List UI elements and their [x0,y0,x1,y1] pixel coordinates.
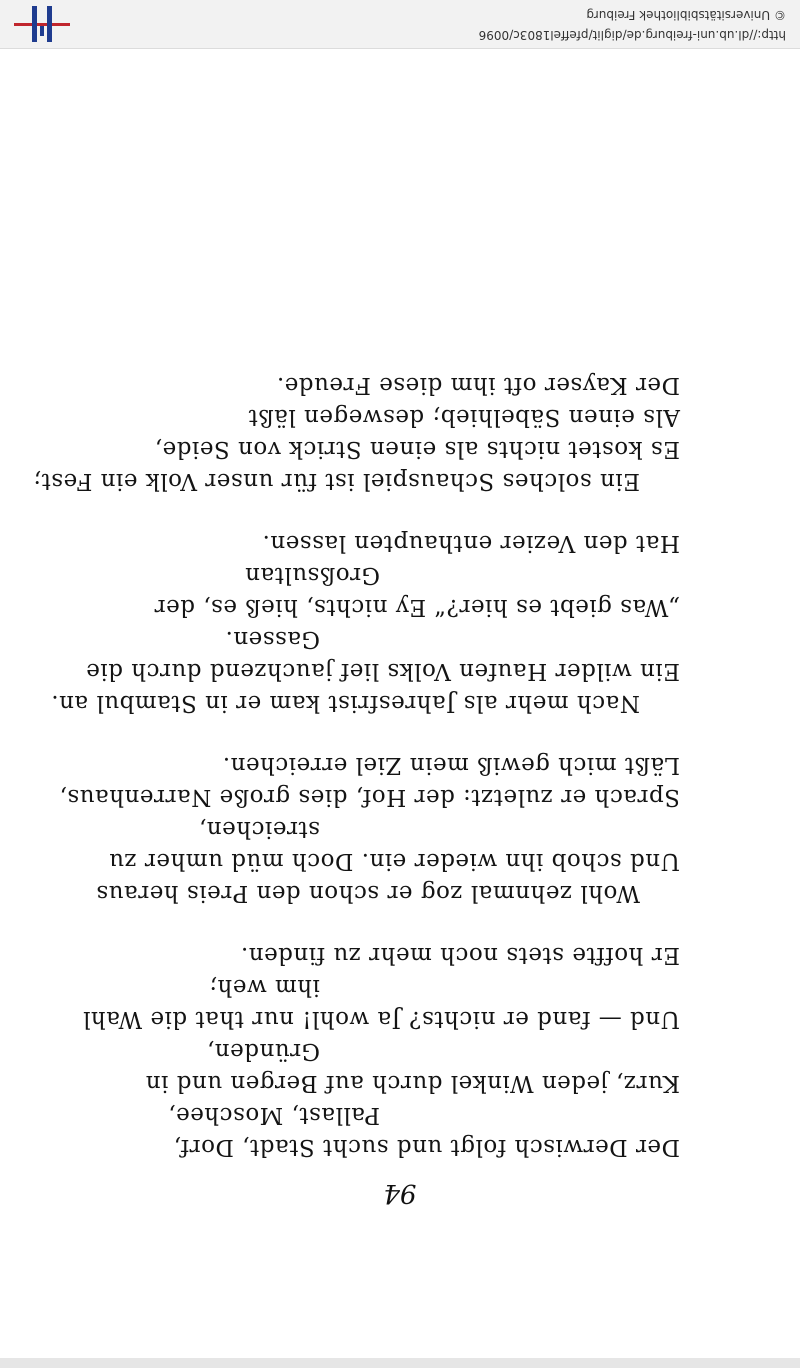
source-url[interactable]: http://dl.ub.uni-freiburg.de/diglit/pfeffel1803c/0096 [478,28,786,42]
poem-line: „Was giebt es hier?“ Ey nichts, hieß es, der [154,594,680,620]
poem-line: Ein solches Schauspiel ist für unser Volk ein Fest; [32,468,640,494]
poem-text [32,339,680,1163]
poem-line: Ein wilder Haufen Volks lief jauchzend durch die [85,658,680,684]
poem-line: Großsultan [244,562,380,588]
poem-line: Gassen. [225,626,320,652]
poem-line: streichen, [198,816,320,842]
poem-line: Nach mehr als Jahresfrist kam er in Stambul an. [50,690,640,716]
copyright-notice: © Universitätsbibliothek Freiburg [586,8,786,22]
poem-line: Sprach er zuletzt: der Hof, dies große Narrenhaus, [59,784,680,810]
poem-line: Es kostet nichts als einen Strick von Seide, [154,436,680,462]
poem-line: Kurz, jeden Winkel durch auf Bergen und in [145,1070,680,1096]
stanza-4 [32,369,680,497]
stanza-2 [59,749,680,909]
poem-line: Er hoffte stets noch mehr zu finden. [240,942,680,968]
poem-line: Als einen Säbelhieb; deswegen läßt [248,404,680,430]
poem-line: Pallast, Moschee, [167,1102,380,1128]
poem-line: Gründen, [206,1038,320,1064]
viewer-bottom-bar [0,1358,800,1368]
poem-line: Hat den Vezier enthaupten lassen. [262,530,680,556]
poem-line: Und — fand er nichts? Ja wohl! nur that die Wahl [82,1006,680,1032]
stanza-1 [82,939,680,1163]
library-logo-icon [14,6,70,42]
poem-line: Wohl zehnmal zog er schon den Preis heraus [95,880,640,906]
poem-line: ihm weh; [208,974,320,1000]
viewer-info-bar [0,0,800,49]
page-number: 94 [383,1178,417,1208]
poem-line: Und schob ihn wieder ein. Doch müd umher zu [108,848,680,874]
poem-line: Der Kayser oft ihm diese Freude. [276,372,680,398]
poem-line: Läßt mich gewiß mein Ziel erreichen. [222,752,680,778]
poem-line: Der Derwisch folgt und sucht Stadt, Dorf, [173,1134,680,1160]
stanza-3 [50,527,680,719]
